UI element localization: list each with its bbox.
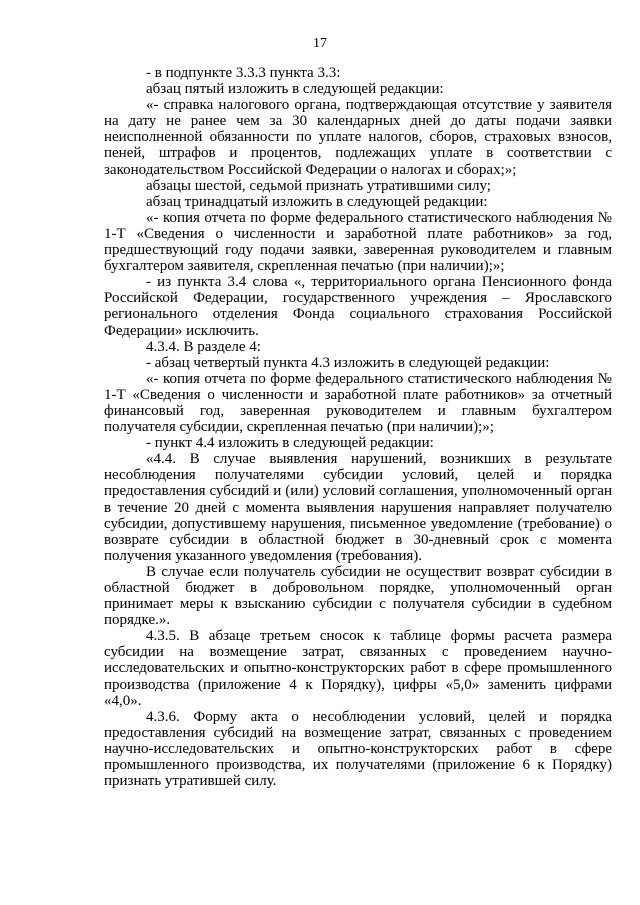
paragraph-subpoint-333-intro: - в подпункте 3.3.3 пункта 3.3: bbox=[146, 65, 341, 81]
paragraph-fifth-abzac-intro: абзац пятый изложить в следующей редакции: bbox=[146, 81, 444, 98]
page-number: 17 bbox=[313, 36, 327, 51]
paragraph-sixth-seventh-void: абзацы шестой, седьмой признать утратившими силу; bbox=[146, 177, 491, 194]
paragraph-report-copy-reporting-year: «- копия отчета по форме федерального статистического наблюдения № 1-Т «Сведения о численности и заработной плате работников» за отчетный финансовый год, заверенная руководителем и главным бухгалтером получателя субсидии, скрепленная печатью (при наличии);»; bbox=[104, 370, 612, 436]
paragraph-436: 4.3.6. Форму акта о несоблюдении условий, целей и порядка предоставления субсидий на возмещение затрат, связанных с проведением научно-исследовательских и опытно-конструкторских работ в сфере промышленного производства, их получателями (приложение 6 к Порядку) признать утратившей силу. bbox=[104, 708, 612, 790]
paragraph-434-heading: 4.3.4. В разделе 4: bbox=[146, 338, 261, 355]
paragraph-report-copy-year: «- копия отчета по форме федерального статистического наблюдения № 1-Т «Сведения о численности и заработной плате работников» за год, предшествующий году подачи заявки, заверенная руководителем и главным бухгалтером заявителя, скрепленная печатью (при наличии);»; bbox=[104, 209, 612, 275]
paragraph-tax-certificate: «- справка налогового органа, подтверждающая отсутствие у заявителя на дату не ранее чем за 30 календарных дней до даты подачи заявки неисполненной обязанности по уплате налогов, сборов, страховых взносов, пеней, штрафов и процентов, подлежащих уплате в соответствии с законодательством Российской Федерации о налогах и сборах;»; bbox=[104, 97, 612, 178]
paragraph-point-44-text: «4.4. В случае выявления нарушений, возникших в результате несоблюдения получателями субсидии условий, целей и порядка предоставления субсидий и (или) условий соглашения, уполномоченный орган в течение 20 дней с момента выявления нарушения направляет получателю субсидии, допустившему нарушения, письменное уведомление (требование) о возврате субсидии в областной бюджет в 30-дневный срок с момента получения указанного уведомления (требования). bbox=[104, 451, 612, 564]
paragraph-point-34-exclusion: - из пункта 3.4 слова «, территориального органа Пенсионного фонда Российской Федерации, государственного учреждения – Ярославского регионального отделения Фонда социального страхования Российской Федерации» исключить. bbox=[104, 274, 612, 339]
paragraph-thirteenth-abzac-intro: абзац тринадцатый изложить в следующей редакции: bbox=[146, 193, 488, 210]
document-body bbox=[104, 65, 612, 789]
paragraph-point-44-intro: - пункт 4.4 изложить в следующей редакции: bbox=[146, 435, 434, 452]
paragraph-refund-enforcement: В случае если получатель субсидии не осуществит возврат субсидии в областной бюджет в добровольном порядке, уполномоченный орган принимает меры к взысканию субсидии с получателя субсидии в судебном порядке.». bbox=[104, 563, 612, 629]
paragraph-435: 4.3.5. В абзаце третьем сносок к таблице формы расчета размера субсидии на возмещение затрат, связанных с проведением научно-исследовательских и опытно-конструкторских работ в сфере промышленного производства (приложение 4 к Порядку), цифры «5,0» заменить цифрами «4,0». bbox=[104, 628, 612, 709]
paragraph-point-43-intro: - абзац четвертый пункта 4.3 изложить в следующей редакции: bbox=[146, 354, 550, 371]
